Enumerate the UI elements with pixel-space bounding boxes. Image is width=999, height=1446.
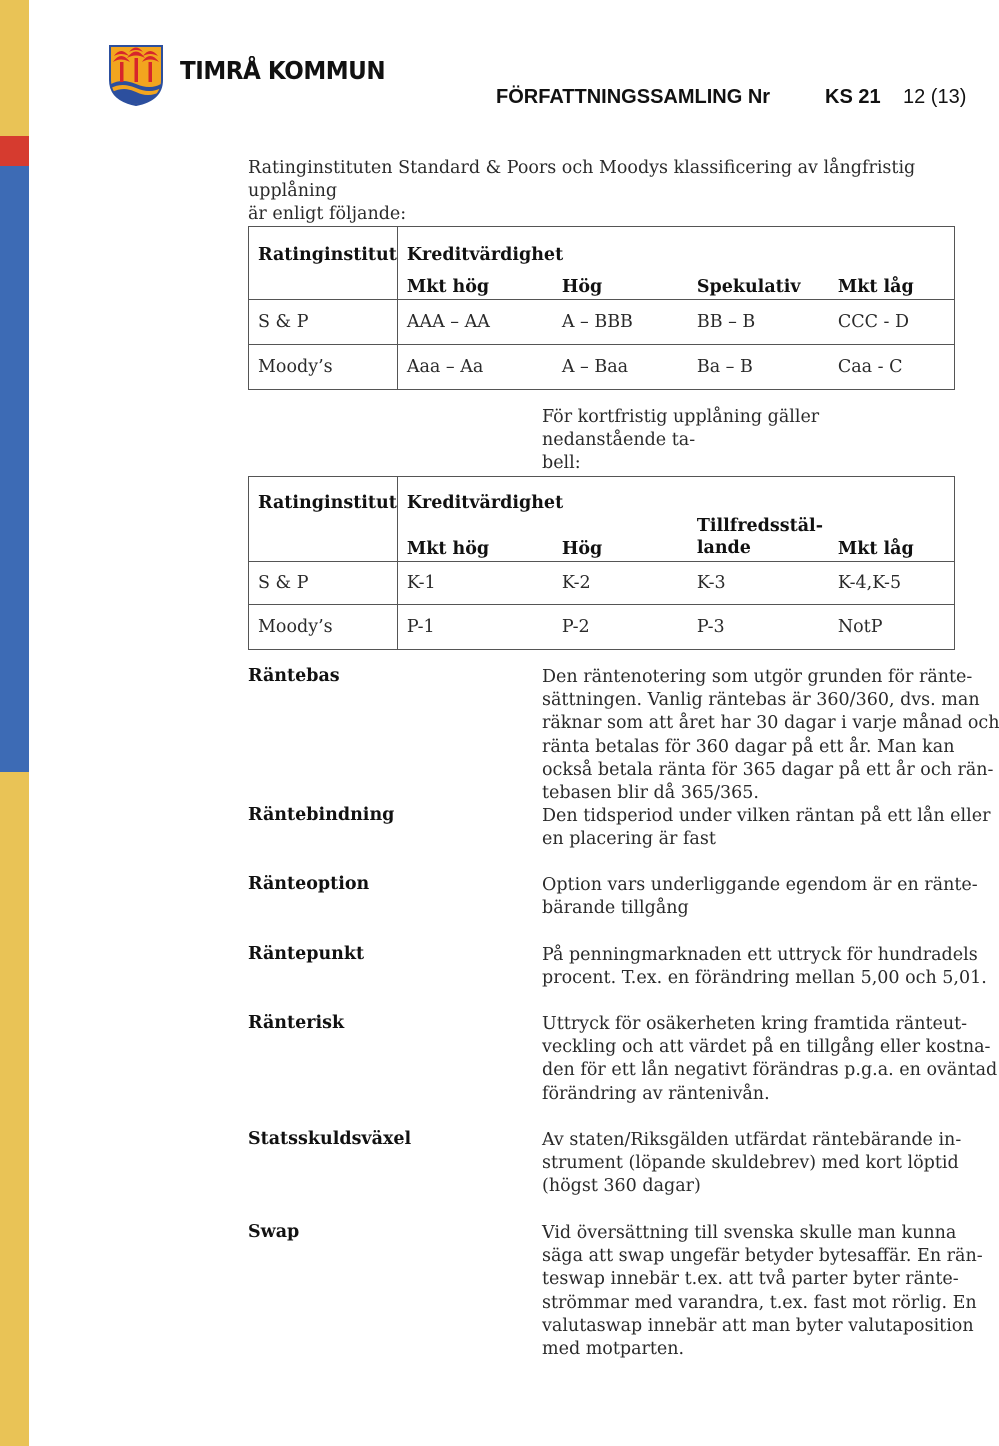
table-cell: Aaa – Aa — [397, 345, 553, 390]
row-name: Moody’s — [249, 605, 398, 650]
glossary-term: Räntebindning — [248, 805, 395, 825]
column-header: Hög — [561, 539, 603, 559]
table-cell: A – Baa — [553, 345, 688, 390]
table-row — [249, 345, 955, 390]
table-row — [249, 605, 955, 650]
header-credit-rating: Kreditvärdighet — [406, 493, 564, 513]
table-cell: AAA – AA — [397, 300, 553, 345]
definition-line: den för ett lån negativt förändras p.g.a. en oväntad — [542, 1060, 998, 1081]
column-header: Mkt låg — [837, 539, 914, 559]
row-name: S & P — [249, 300, 398, 345]
definition-line: Den tidsperiod under vilken räntan på ett lån eller — [542, 806, 991, 826]
glossary-definition — [542, 1129, 962, 1199]
definition-line: Av staten/Riksgälden utfärdat räntebärande in- — [542, 1130, 962, 1150]
table-cell: BB – B — [688, 300, 829, 345]
table-cell: P-3 — [688, 605, 829, 650]
glossary-term: Räntebas — [248, 666, 340, 686]
table-cell: K-3 — [688, 562, 829, 605]
definition-line: ränta betalas för 360 dagar på ett år. Man kan — [542, 736, 955, 757]
glossary-definition — [542, 805, 991, 851]
municipal-crest-icon — [108, 44, 164, 106]
table-cell: P-1 — [397, 605, 553, 650]
table-cell: A – BBB — [553, 300, 688, 345]
intro-line: Ratinginstituten Standard & Poors och Moodys klassificering av långfristig upplåning — [248, 158, 916, 201]
sidebar-blue-band — [0, 166, 29, 772]
column-header — [688, 515, 829, 562]
definition-line: en placering är fast — [542, 829, 716, 850]
glossary-definition — [542, 874, 978, 920]
definition-line: valutaswap innebär att man byter valutaposition — [542, 1315, 974, 1336]
header-credit-rating: Kreditvärdighet — [406, 245, 564, 265]
table-cell: P-2 — [553, 605, 688, 650]
definition-line: säga att swap ungefär betyder bytesaffär. En rän- — [542, 1246, 983, 1267]
table-row — [249, 300, 955, 345]
definition-line: tebasen blir då 365/365. — [542, 783, 759, 804]
glossary-term: Statsskuldsväxel — [248, 1129, 412, 1149]
column-header: Mkt låg — [837, 277, 914, 297]
text-line: bell: — [542, 453, 581, 473]
header-rating-institute: Ratinginstitut — [249, 227, 398, 268]
definition-line: strömmar med varandra, t.ex. fast mot rörlig. En — [542, 1292, 977, 1313]
column-header-line: Tillfredsstäl- — [696, 516, 823, 536]
glossary-term: Räntepunkt — [248, 944, 365, 964]
table-cell: NotP — [829, 605, 955, 650]
glossary-term: Ränterisk — [248, 1013, 345, 1033]
glossary-term: Ränteoption — [248, 874, 370, 894]
glossary-definition — [542, 944, 987, 990]
text-line: För kortfristig upplåning gäller nedanstående ta- — [542, 407, 820, 450]
sidebar-red-band — [0, 136, 29, 166]
glossary-definition — [542, 1222, 983, 1361]
definition-line: också betala ränta för 365 dagar på ett år och rän- — [542, 759, 994, 780]
table-cell: K-2 — [553, 562, 688, 605]
sidebar-yellow-band — [0, 0, 29, 136]
definition-line: veckling och att värdet på en tillgång eller kostna- — [542, 1037, 991, 1058]
definition-line: På penningmarknaden ett uttryck för hundradels — [542, 945, 978, 965]
rating-table-long-term — [248, 226, 955, 390]
logo-wordmark: TIMRÅ KOMMUN — [180, 56, 386, 85]
definition-line: förändring av räntenivån. — [542, 1083, 770, 1104]
intro-line: är enligt följande: — [248, 204, 407, 224]
table-cell: K-1 — [397, 562, 553, 605]
rating-table-short-term — [248, 476, 955, 650]
column-header: Mkt hög — [406, 539, 490, 559]
glossary-definition — [542, 666, 999, 805]
intro-paragraph — [248, 157, 948, 226]
color-sidebar — [0, 0, 29, 1446]
definition-line: sättningen. Vanlig räntebas är 360/360, dvs. man — [542, 690, 980, 711]
definition-line: Uttryck för osäkerheten kring framtida ränteut- — [542, 1014, 968, 1034]
definition-line: Vid översättning till svenska skulle man kunna — [542, 1223, 957, 1243]
column-header: Mkt hög — [406, 277, 490, 297]
column-header: Spekulativ — [696, 277, 801, 297]
definition-line: (högst 360 dagar) — [542, 1176, 701, 1197]
table-cell: Caa - C — [829, 345, 955, 390]
definition-line: strument (löpande skuldebrev) med kort löptid — [542, 1153, 959, 1174]
short-term-intro — [542, 406, 942, 475]
column-header-line: lande — [696, 538, 751, 558]
table-cell: K-4,K-5 — [829, 562, 955, 605]
definition-line: Den räntenotering som utgör grunden för ränte- — [542, 667, 973, 687]
table-cell: CCC - D — [829, 300, 955, 345]
collection-title: FÖRFATTNINGSSAMLING Nr — [496, 86, 771, 108]
definition-line: procent. T.ex. en förändring mellan 5,00 och 5,01. — [542, 968, 987, 989]
glossary-definition — [542, 1013, 998, 1106]
table-cell: Ba – B — [688, 345, 829, 390]
table-row — [249, 562, 955, 605]
sidebar-yellow-band-lower — [0, 772, 29, 1446]
column-header: Hög — [561, 277, 603, 297]
definition-line: Option vars underliggande egendom är en ränte- — [542, 875, 978, 895]
definition-line: teswap innebär t.ex. att två parter byter ränte- — [542, 1269, 959, 1290]
definition-line: räknar som att året har 30 dagar i varje månad och — [542, 713, 999, 734]
document-number: KS 21 — [825, 86, 881, 108]
definition-line: bärande tillgång — [542, 898, 689, 919]
glossary-term: Swap — [248, 1222, 300, 1242]
row-name: Moody’s — [249, 345, 398, 390]
row-name: S & P — [249, 562, 398, 605]
page-number: 12 (13) — [903, 86, 967, 108]
header-rating-institute: Ratinginstitut — [249, 477, 398, 516]
definition-line: med motparten. — [542, 1339, 685, 1360]
